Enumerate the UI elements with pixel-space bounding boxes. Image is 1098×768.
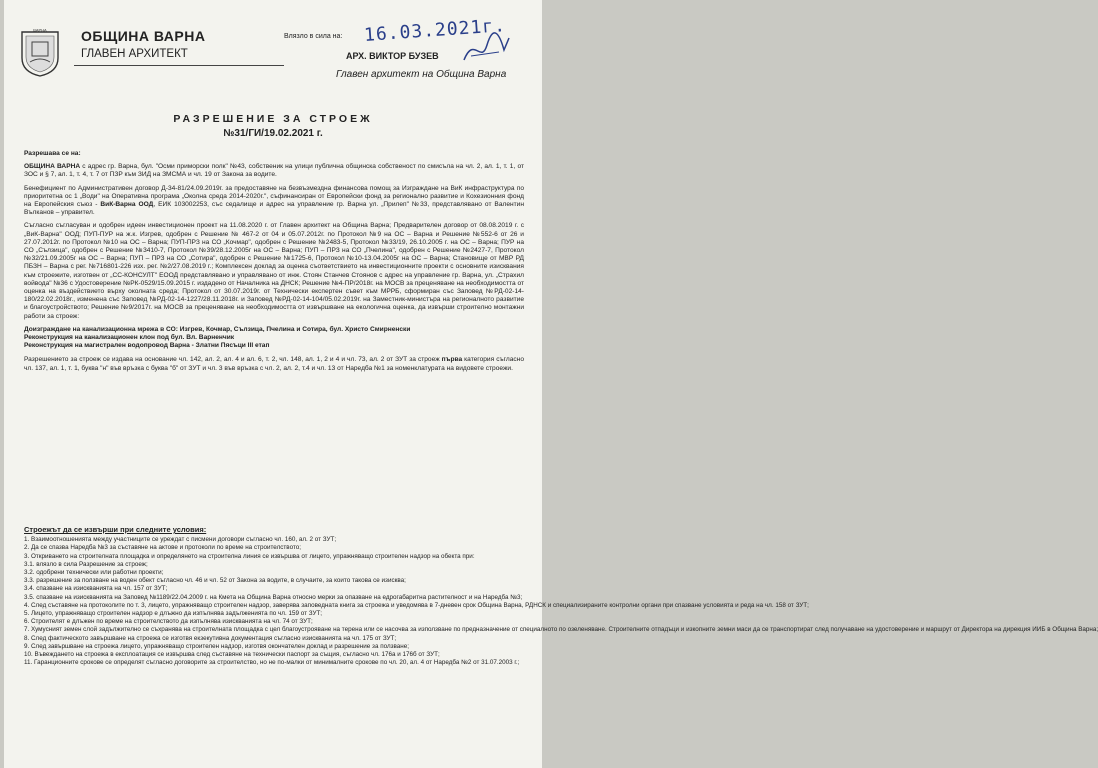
intro-label: Разрешава се на: bbox=[24, 150, 81, 157]
org-subtitle: ГЛАВЕН АРХИТЕКТ bbox=[81, 48, 188, 60]
document-title: РАЗРЕШЕНИЕ ЗА СТРОЕЖ bbox=[173, 113, 373, 125]
object-2: Реконструкция на канализационен клон под бул. Вл. Варненчик bbox=[24, 334, 235, 342]
condition-item: 5. Лицето, упражняващо строителен надзор е длъжно да изпълнява задълженията по чл. 159 от ЗУТ; bbox=[24, 610, 323, 618]
conditions-list bbox=[24, 536, 1098, 667]
condition-item: 4. След съставяне на протоколите по т. 3, лицето, упражняващо строителен надзор, заверява заповедната книга за строежа и уведомява в 7-дневен срок Община Варна, РДНСК и специализираните контролни органи при спазване условията и реда на чл. 158 от ЗУТ; bbox=[24, 601, 809, 609]
object-1: Доизграждане на канализационна мрежа в СО: Изгрев, Кочмар, Сълзица, Пчелина и Сотира, бул. Христо Смирненски bbox=[24, 325, 411, 333]
condition-item: 11. Гаранционните срокове се определят съгласно договорите за строителство, но не по-малки от минималните срокове по чл. 20, ал. 4 от Наредба №2 от 31.07.2003 г.; bbox=[24, 659, 520, 667]
condition-item: 8. След фактическото завършване на строежа се изготвя екзекутивна документация съгласно изискванията на чл. 175 от ЗУТ; bbox=[24, 634, 397, 642]
condition-item: 1. Взаимоотношенията между участниците се уреждат с писмени договори съгласно чл. 160, ал. 2 от ЗУТ; bbox=[24, 536, 337, 544]
header-divider bbox=[74, 65, 284, 66]
paragraph-beneficiary: Бенефициент по Административен договор Д-34-81/24.09.2019г. за предоставяне на безвъзмездна финансова помощ за Изграждане на ВиК инфраструктура по приоритетна ос 1 „Води" на Оперативна програма „Околна среда 2014-2020г.", съфинансиран от Европейски фонд за регионално развитие и Кохезионния фонд на Европейския съюз - ВиК-Варна ООД, ЕИК 103002253, със седалище и адрес на управление гр. Варна ул. „Прилеп" №33, представлявано от Валентин Вълканов – управител. bbox=[24, 184, 525, 217]
crest-label: ВАРНА bbox=[33, 27, 47, 33]
architect-name: АРХ. ВИКТОР БУЗЕВ bbox=[346, 51, 439, 61]
signature-icon bbox=[459, 30, 514, 70]
varna-coat-of-arms-icon bbox=[18, 28, 62, 78]
effect-date-stamp: 16.03.2021г. bbox=[363, 15, 507, 46]
condition-item: 3.5. спазване на изискванията на Заповед №1189/22.04.2009 г. на Кмета на Община Варна относно мерки за опазване на едрогабаритна растителност и на Наредба №3; bbox=[24, 593, 523, 601]
condition-item: 7. Хумусният земен слой задължително се съхранява на строителната площадка с цел благоустрояване на терена или се насочва за използване по предназначение от специалното по озеленяване. Строителните отпадъци и изкопните земни маси да се транспортират след получаване на удостоверение и маршрут от Директора на дирекция ИИБ в Община Варна; bbox=[24, 626, 1098, 634]
conditions-section bbox=[24, 525, 1098, 667]
condition-item: 10. Въвеждането на строежа в експлоатация се извършва след съставяне на технически паспорт за същия, съгласно чл. 176а и 176б от ЗУТ; bbox=[24, 651, 440, 659]
document-number: №31/ГИ/19.02.2021 г. bbox=[223, 128, 323, 139]
effect-label: Влязло в сила на: bbox=[284, 33, 343, 40]
condition-item: 3.3. разрешение за ползване на воден обект съгласно чл. 46 и чл. 52 от Закона за водите, в случаите, за които такова се изисква; bbox=[24, 577, 406, 585]
condition-item: 3.1. влязло в сила Разрешение за строеж; bbox=[24, 560, 148, 568]
condition-item: 3. Откриването на строителната площадка и определянето на строителна линия се извършва от лицето, упражняващо строителен надзор на обекта при: bbox=[24, 552, 475, 560]
paragraph-legal-basis: Разрешението за строеж се издава на основание чл. 142, ал. 2, ал. 4 и ал. 6, т. 2, чл. 148, ал. 1, 2 и 4 и чл. 73, ал. 2 от ЗУТ за строеж първа категория съгласно чл. 137, ал. 1, т. 1, буква "н" във връзка с буква "б" от ЗУТ и чл. 3 във връзка с чл. 2, ал. 2, т.4 и чл. 13 от Наредба №1 за номенклатурата на видовете строежи. bbox=[24, 356, 524, 372]
architect-title: Главен архитект на Община Варна bbox=[336, 69, 507, 80]
condition-item: 3.2. одобрени технически или работни проекти; bbox=[24, 569, 164, 577]
document-page bbox=[4, 0, 1098, 768]
condition-item: 3.4. спазване на изискванията на чл. 157 от ЗУТ; bbox=[24, 585, 168, 593]
paragraph-grounds: Съгласно съгласуван и одобрен идеен инвестиционен проект на 11.08.2020 г. от Главен архитект на Община Варна; Предварителен договор от 08.08.2019 г. с „ВиК-Варна" ООД; ПУП-ПУР на ж.к. Изгрев, одобрен с Решение № 467-2 от 04 и 05.07.2012г. по Протокол №9 на ОС – Варна и Решение №552-6 от 26 и 27.07.2012г. по Протокол №10 на ОС – Варна; ПУП-ПРЗ на СО „Кочмар", одобрен с Решение №2483-5, Протокол №33/19, 26.10.2005 г. на ОС – Варна; ПУР на СО „Сълзица", одобрен с Решение №3410-7, Протокол №39/28.12.2005г на ОС – Варна; ПУП – ПРЗ на СО „Пчелина", одобрен с Решение №2427-7, Протокол №32/21.09.2005г на ОС – Варна; ПУП – ПРЗ на СО „Сотира", одобрен с Решение №1725-6, Протокол №10-13.04.2005г на ОС – Варна; Становище от МВР РД ПБЗН – Варна с рег. №716801-226 изх. рег. №2/27.08.2019 г.; Комплексен доклад за оценка съответствието на инвестиционните проекти с основните изисквания към строежите, изготвен от „СС-КОНСУЛТ" ЕООД представлявано и управлявано от инж. Стоян Станчев Стоянов с адрес на управление гр. Варна, ул. „Страхил войвода" №36 с Удостоверение №РК-0529/15.09.2015 г. издадено от Началника на ДНСК; Решение №4-ПР/2018г. на МОСВ за преценяване на необходимостта от оценка на въздействието върху околната среда; Протокол от 30.07.2019г. от Технически експертен съвет към МРРБ, сформиран със Заповед №РД-02-14-180/22.02.2018г., изменена със Заповед №РД-02-14-1227/28.11.2018г. и Заповед №РД-02-14-104/05.02.2019г. на Заместник-министъра на регионалното развитие и благоустройството; Решение №9/2017г. на МОСВ за преценяване на необходимостта от извършване на екологична оценка, да извърши строително монтажни работи за строеж: bbox=[24, 222, 524, 320]
condition-item: 6. Строителят е длъжен по време на строителството да изпълнява изискванията на чл. 74 от ЗУТ; bbox=[24, 618, 313, 626]
document-body bbox=[24, 150, 524, 378]
object-3: Реконструкция на магистрален водопровод Варна - Златни Пясъци III етап bbox=[24, 342, 270, 350]
condition-item: 9. След завършване на строежа лицето, упражняващо строителен надзор, изготвя окончателен доклад и разрешение за ползване; bbox=[24, 642, 410, 650]
paragraph-applicant: ОБЩИНА ВАРНА с адрес гр. Варна, бул. "Осми приморски полк" №43, собственик на улици публична общинска собственост по смисъла на чл. 2, ал. 1, т. 1, от ЗОС и § 7, ал. 1, т. 4, т. 7 от ПЗР към ЗИД на ЗМСМА и чл. 19 от Закона за водите. bbox=[24, 163, 524, 179]
condition-item: 2. Да се спазва Наредба №3 за съставяне на актове и протоколи по време на строителството; bbox=[24, 544, 302, 552]
org-name: ОБЩИНА ВАРНА bbox=[81, 28, 206, 44]
conditions-heading: Строежът да се извърши при следните условия: bbox=[24, 525, 207, 534]
